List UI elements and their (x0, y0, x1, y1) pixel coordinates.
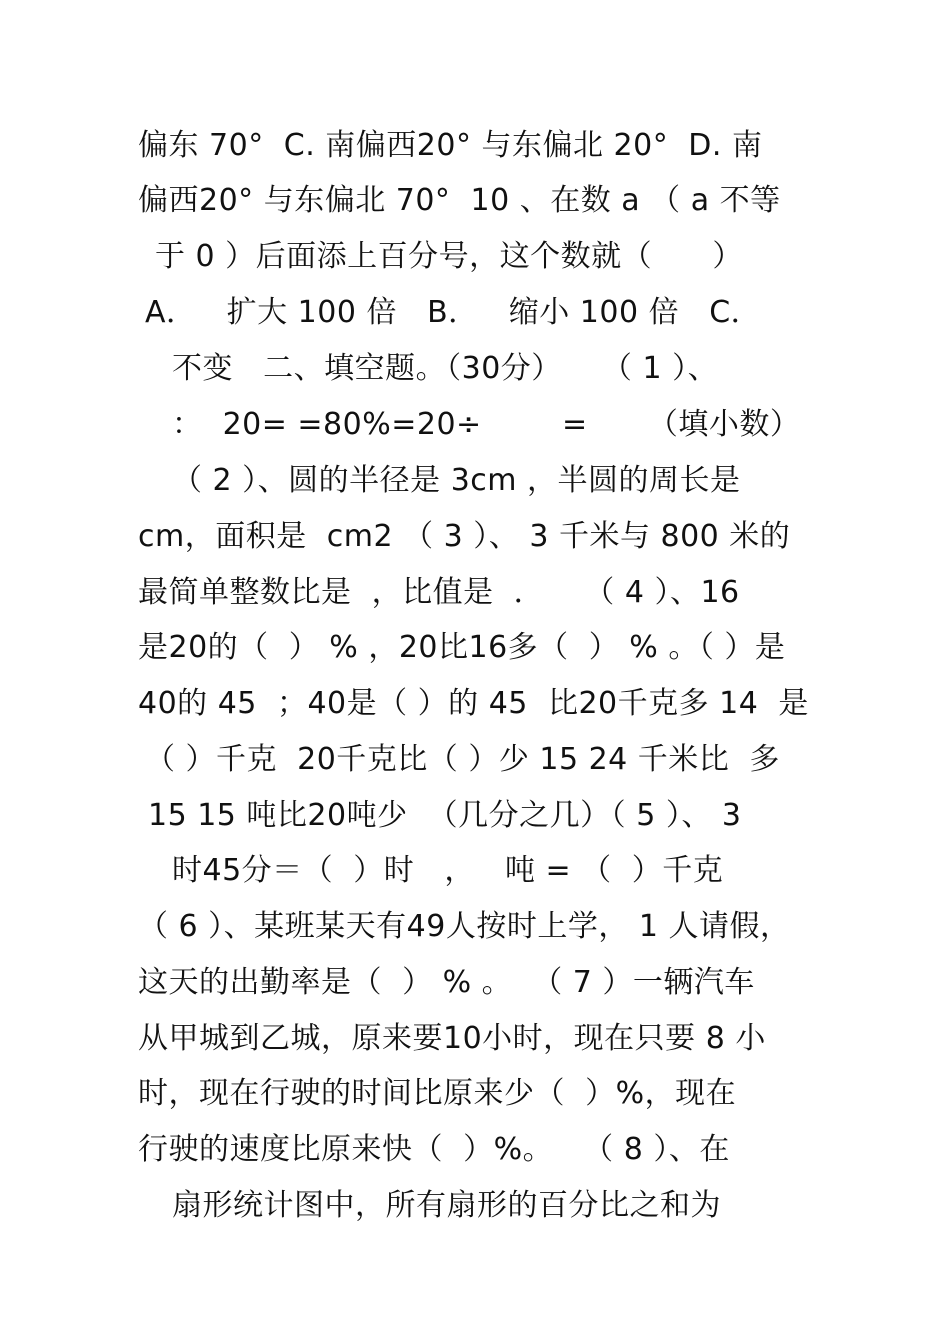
text-line-3: 于 0 ）后面添上百分号，这个数就（ ） (155, 239, 743, 274)
text-line-12: （ ）千克 20千克比（ ）少 15 24 千米比 多 (145, 742, 780, 777)
text-line-14: 时45分＝（ ）时 ， 吨 = （ ）千克 (172, 853, 724, 888)
text-line-6: ： 20= =80%=20÷ = （填小数） (172, 407, 801, 442)
text-line-19: 行驶的速度比原来快（ ）%。 （ 8 ）、在 (138, 1132, 730, 1167)
text-line-4: A． 扩大 100 倍 B． 缩小 100 倍 C． (145, 295, 762, 330)
text-line-10: 是20的（ ） % ，20比16多（ ） % 。（ ）是 (138, 630, 786, 665)
text-line-11: 40的 45 ；40是（ ）的 45 比20千克多 14 是 (138, 686, 809, 721)
text-line-1: 偏东 70° C. 南偏西20° 与东偏北 20° D. 南 (138, 128, 763, 163)
text-line-5: 不变 二、填空题。（30分） （ 1 ）、 (172, 351, 719, 386)
text-line-16: 这天的出勤率是（ ） % 。 （ 7 ）一辆汽车 (138, 965, 755, 1000)
text-line-2: 偏西20° 与东偏北 70° 10 、在数 a （ a 不等 (138, 183, 781, 218)
text-line-20: 扇形统计图中，所有扇形的百分比之和为 (172, 1188, 721, 1223)
text-line-9: 最简单整数比是 ，比值是 ． （ 4 ）、16 (138, 575, 740, 610)
text-line-13: 15 15 吨比20吨少 （几分之几）（ 5 ）、 3 (148, 798, 742, 833)
text-line-15: （ 6 ）、某班某天有49人按时上学， 1 人请假， (138, 909, 791, 944)
text-line-17: 从甲城到乙城，原来要10小时，现在只要 8 小 (138, 1021, 766, 1056)
text-line-18: 时，现在行驶的时间比原来少（ ）%，现在 (138, 1076, 737, 1111)
text-line-8: cm，面积是 cm2 （ 3 ）、 3 千米与 800 米的 (138, 519, 791, 554)
text-line-7: （ 2 ）、圆的半径是 3cm ，半圆的周长是 (172, 463, 741, 498)
